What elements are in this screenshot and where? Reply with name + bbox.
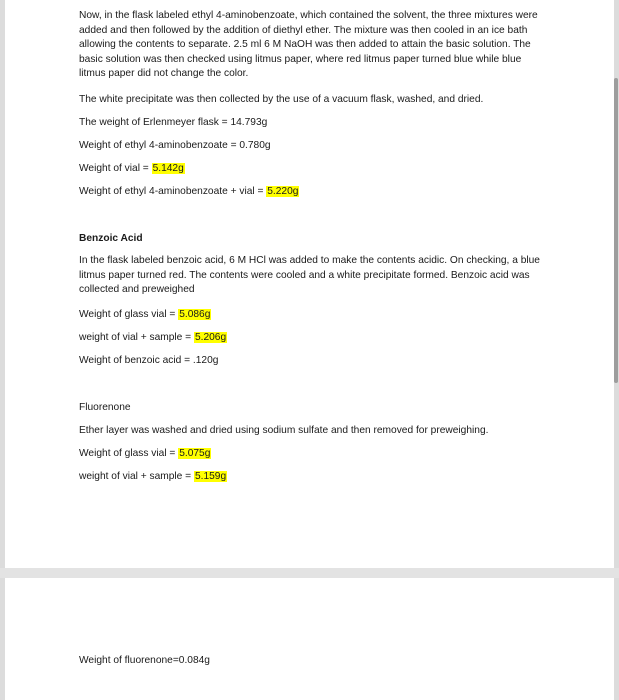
benzoic-vial-sample-line	[79, 331, 227, 346]
fluorenone-vial-sample-label: weight of vial + sample =	[79, 471, 194, 482]
ethyl-vial-weight-label: Weight of ethyl 4-aminobenzoate + vial =	[79, 186, 267, 197]
erlenmeyer-weight: The weight of Erlenmeyer flask = 14.793g	[79, 117, 268, 128]
ethyl-vial-weight-line	[79, 185, 299, 200]
ethyl-vial-weight-value: 5.220g	[267, 186, 299, 197]
fluorenone-procedure-text: Ether layer was washed and dried using sodium sulfate and then removed for preweighing.	[79, 425, 489, 436]
benzoic-glass-vial-value: 5.086g	[179, 309, 211, 320]
fluorenone-heading: Fluorenone	[79, 402, 131, 413]
vial-weight-label: Weight of vial =	[79, 163, 152, 174]
fluorenone-glass-vial-line	[79, 447, 211, 462]
benzoic-glass-vial-label: Weight of glass vial =	[79, 309, 179, 320]
benzoic-glass-vial-line	[79, 308, 211, 323]
vertical-scrollbar-thumb[interactable]	[614, 78, 618, 383]
ethyl-weight: Weight of ethyl 4-aminobenzoate = 0.780g	[79, 140, 271, 151]
precipitate-text: The white precipitate was then collected by the use of a vacuum flask, washed, and dried.	[79, 94, 484, 105]
vial-weight-value: 5.142g	[152, 163, 184, 174]
page-separator	[0, 568, 619, 578]
fluorenone-final-weight: Weight of fluorenone=0.084g	[79, 655, 210, 666]
fluorenone-vial-sample-value: 5.159g	[194, 471, 227, 482]
benzoic-procedure-paragraph: In the flask labeled benzoic acid, 6 M HCl was added to make the contents acidic. On checking, a blue litmus paper turned red. The contents were cooled and a white precipitate formed. Benzoic acid was collected and preweighed	[79, 255, 540, 296]
ethyl-procedure-paragraph: Now, in the flask labeled ethyl 4-aminobenzoate, which contained the solvent, the three mixtures were added and then followed by the addition of diethyl ether. The mixture was then cooled in an ice bath allowing the contents to separate. 2.5 ml 6 M NaOH was then added to attain the basic solution. The basic solution was then checked using litmus paper, where red litmus paper turned blue while blue litmus paper did not change the color.	[79, 10, 538, 80]
vial-weight-line	[79, 162, 185, 177]
fluorenone-glass-vial-label: Weight of glass vial =	[79, 448, 179, 459]
benzoic-acid-heading: Benzoic Acid	[79, 233, 143, 244]
benzoic-acid-weight: Weight of benzoic acid = .120g	[79, 355, 219, 366]
benzoic-vial-sample-value: 5.206g	[194, 332, 227, 343]
fluorenone-glass-vial-value: 5.075g	[179, 448, 211, 459]
benzoic-vial-sample-label: weight of vial + sample =	[79, 332, 194, 343]
fluorenone-vial-sample-line	[79, 470, 227, 485]
document-page-2	[5, 578, 614, 700]
